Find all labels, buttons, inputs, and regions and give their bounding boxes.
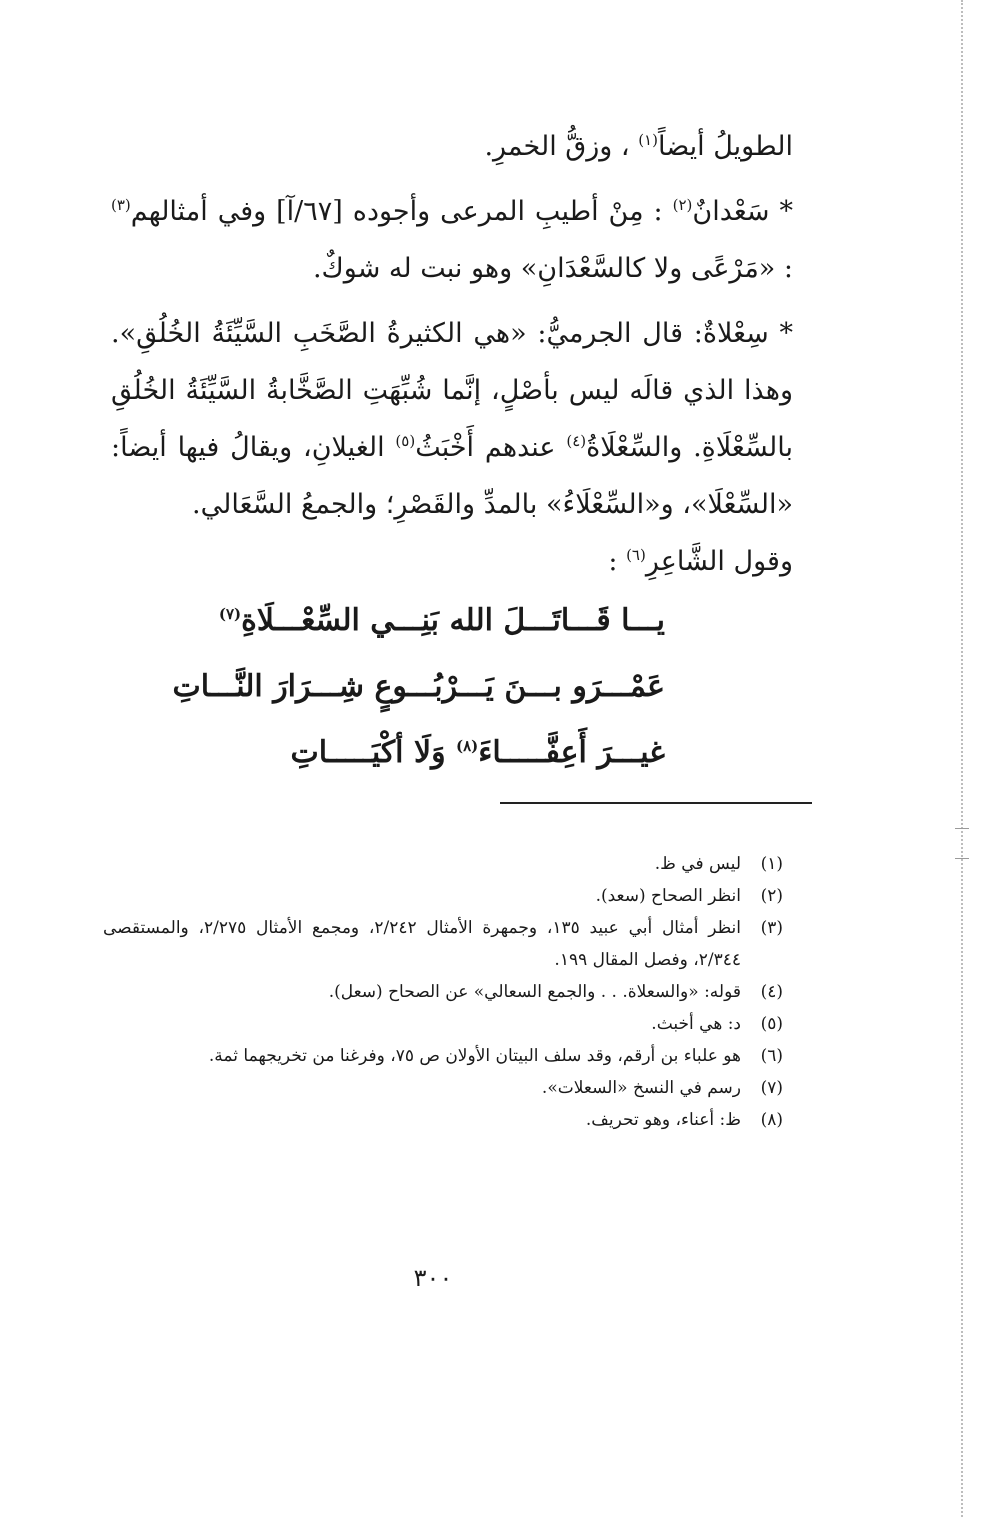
- footnote-ref: (١): [638, 131, 658, 149]
- footnote-number: (٤): [760, 982, 783, 1002]
- footnote-ref: (٧): [218, 605, 242, 623]
- footnote-text: ظ: أعناء، وهو تحريف.: [585, 1110, 741, 1130]
- footnote-item: [103, 1072, 783, 1104]
- footnote-text: هو علباء بن أرقم، وقد سلف البيتان الأولان ص ٧٥، وفرغنا من تخريجهما ثمة.: [208, 1046, 741, 1066]
- footnotes: [103, 848, 783, 1136]
- footnote-ref: (٥): [395, 432, 416, 450]
- footnote-number: (٨): [760, 1110, 783, 1130]
- footnote-number: (٦): [760, 1046, 783, 1066]
- footnote-item: [103, 976, 783, 1008]
- verse-text: غيـــرَ أَعِفَّـــــاءَ: [478, 735, 665, 770]
- page-edge-tick: [955, 858, 969, 859]
- page-edge-tick: [955, 828, 969, 829]
- footnote-item: [103, 1104, 783, 1136]
- footnote-ref: (٣): [111, 196, 131, 214]
- text-segment: :: [608, 546, 627, 577]
- footnote-separator: [500, 802, 812, 804]
- poet-intro: [111, 533, 793, 590]
- text-segment: ، وزقُّ الخمرِ.: [484, 131, 639, 162]
- footnote-text: انظر أمثال أبي عبيد ١٣٥، وجمهرة الأمثال ٢/٢٤٢، ومجمع الأمثال ٢/٢٧٥، والمستقصى ٢/٣٤٤، وفصل المقال ١٩٩.: [103, 918, 741, 970]
- footnote-item: [103, 1008, 783, 1040]
- footnote-item: [103, 880, 783, 912]
- verse-text: يـــا قَـــاتَـــلَ الله بَنِـــي السِّعْـــلَاةِ: [241, 603, 665, 638]
- footnote-text: انظر الصحاح (سعد).: [595, 886, 741, 906]
- poem-line-2: [172, 654, 665, 720]
- footnote-ref: (٨): [456, 737, 479, 755]
- poem-line-1: [172, 588, 665, 654]
- entry-silat: [111, 305, 793, 533]
- footnote-number: (١): [760, 854, 783, 874]
- page-edge-line: [961, 0, 963, 1517]
- footnote-item: [103, 1040, 783, 1072]
- footnote-ref: (٦): [626, 546, 646, 564]
- poem-line-3: [172, 720, 665, 786]
- text-segment: الغيلانِ، ويقالُ فيها أيضاً: «السِّعْلَا»، و«السِّعْلَاءُ» بالمدِّ والقَصْرِ؛ والجمعُ السَّعَالي.: [111, 432, 793, 520]
- footnote-number: (٧): [760, 1078, 783, 1098]
- poem-verses: [172, 588, 665, 786]
- entry-text: * سِعْلاةٌ: قال الجرميُّ: «هي الكثيرةُ الصَّخَبِ السَّيِّئَةُ الخُلُقِ». وهذا الذي قالَه ليس بأصْلٍ، إنَّما شُبِّهَتِ الصَّخَّابةُ السَّيِّئَةُ الخُلُقِ بالسِّعْلَاةِ. والسِّعْلَاةُ: [111, 318, 794, 463]
- entry-headword: * سَعْدانٌ: [692, 196, 793, 227]
- verse-text: عَمْـــرَو بـــنَ يَـــرْبُـــوعٍ شِـــرَارَ النَّـــاتِ: [172, 669, 665, 704]
- text-segment: الطويلُ أيضاً: [657, 131, 793, 162]
- footnote-number: (٣): [760, 918, 783, 938]
- footnote-text: ليس في ظ.: [654, 854, 741, 874]
- text-line-1: [111, 118, 793, 175]
- text-segment: وقول الشَّاعِرِ: [645, 546, 793, 577]
- footnote-number: (٢): [760, 886, 783, 906]
- footnote-item: [103, 848, 783, 880]
- main-text: [111, 118, 793, 590]
- verse-text: وَلَا أكْيَـــــاتِ: [290, 735, 456, 770]
- text-segment: : مِنْ أطيبِ المرعى وأجوده [٦٧/آ] وفي أمثالهم: [130, 196, 673, 227]
- footnote-text: قوله: «والسعلاة. . . والجمع السعالي» عن الصحاح (سعل).: [328, 982, 741, 1002]
- footnote-text: رسم في النسخ «السعلات».: [541, 1078, 741, 1098]
- footnote-text: د: هي أخبث.: [651, 1014, 741, 1034]
- footnote-item: [103, 912, 783, 976]
- text-segment: : «مَرْعًى ولا كالسَّعْدَانِ» وهو نبت له شوكٌ.: [312, 253, 793, 284]
- text-segment: عندهم أَخْبَثُ: [415, 432, 567, 463]
- footnote-ref: (٤): [566, 432, 587, 450]
- footnote-ref: (٢): [672, 196, 693, 214]
- page-number: ٣٠٠: [413, 1264, 453, 1292]
- entry-saadan: [111, 183, 793, 297]
- footnote-number: (٥): [760, 1014, 783, 1034]
